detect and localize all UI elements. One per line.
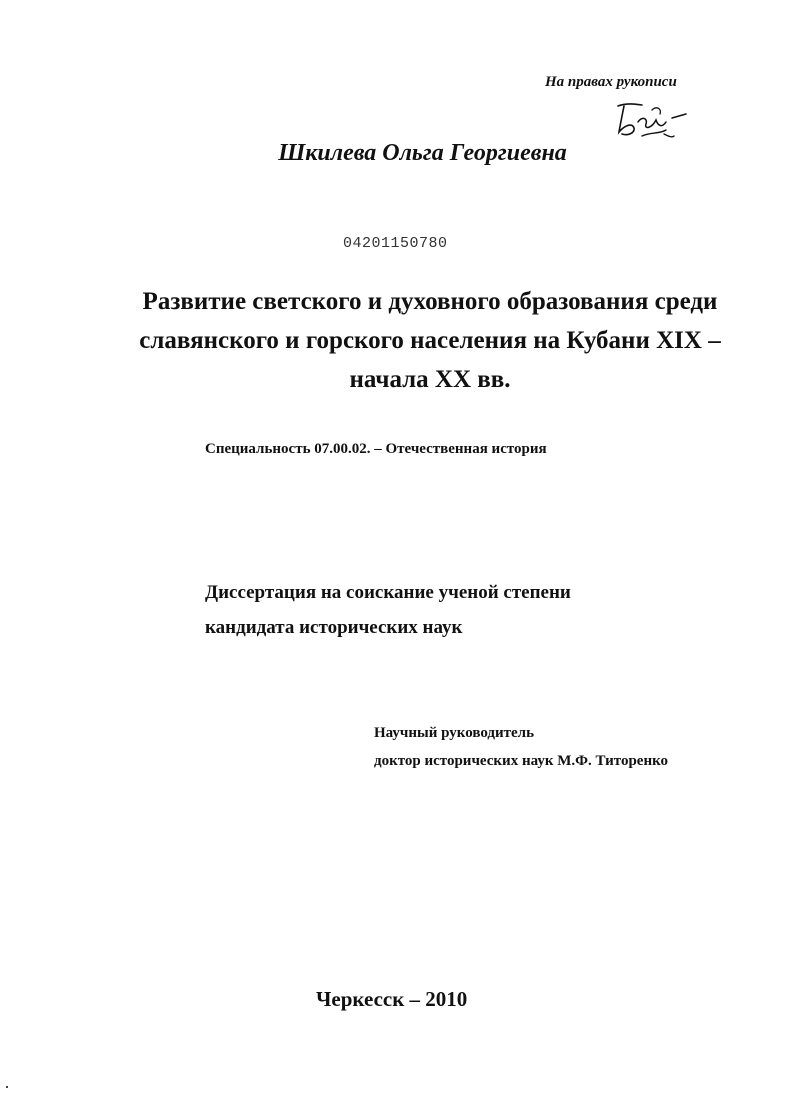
scan-artifact — [6, 1086, 8, 1088]
degree-statement — [205, 575, 571, 645]
title-line: Развитие светского и духовного образования среди — [142, 288, 718, 315]
title-line: начала XX вв. — [349, 366, 511, 393]
handwritten-signature — [612, 98, 692, 146]
document-code: 04201150780 — [343, 235, 448, 252]
city-year: Черкесск – 2010 — [316, 987, 468, 1011]
supervisor-role: Научный руководитель — [374, 725, 534, 741]
supervisor-name: доктор исторических наук М.Ф. Титоренко — [374, 753, 669, 769]
degree-line: Диссертация на соискание ученой степени — [205, 582, 571, 603]
specialty: Специальность 07.00.02. – Отечественная история — [205, 441, 547, 457]
dissertation-title — [60, 282, 795, 399]
author-name: Шкилева Ольга Георгиевна — [278, 140, 567, 166]
supervisor-block — [374, 719, 668, 775]
title-line: славянского и горского населения на Кубани XIX – — [139, 327, 721, 354]
manuscript-note: На правах рукописи — [545, 74, 677, 90]
degree-line: кандидата исторических наук — [205, 617, 463, 638]
